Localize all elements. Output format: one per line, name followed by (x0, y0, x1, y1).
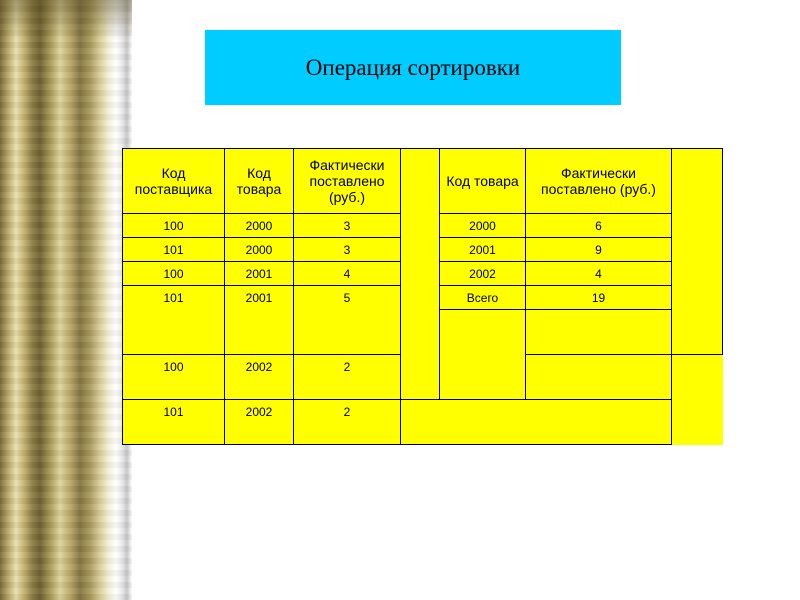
header-product-code: Код товара (225, 149, 294, 214)
decorative-curtain-border (0, 0, 132, 600)
cell-summary-total-label: Всего (440, 286, 526, 310)
cell-summary-product-code: 2000 (440, 214, 526, 238)
header-supplier-code: Код поставщика (123, 149, 225, 214)
cell-product-code: 2002 (225, 355, 294, 400)
cell-supplier-code: 101 (123, 286, 225, 355)
cell-summary-total-value: 19 (526, 286, 672, 310)
header-summary-product-code: Код товара (440, 149, 526, 214)
cell-summary-product-code: 2001 (440, 238, 526, 262)
cell-summary-delivered: 9 (526, 238, 672, 262)
cell-summary-product-code: 2002 (440, 262, 526, 286)
cell-product-code: 2001 (225, 262, 294, 286)
sorting-table (122, 148, 723, 445)
title-banner (205, 30, 621, 105)
cell-delivered: 5 (294, 286, 401, 355)
cell-summary-bottom-empty (401, 400, 672, 445)
cell-product-code: 2002 (225, 400, 294, 445)
cell-summary-delivered: 4 (526, 262, 672, 286)
table-header-row (123, 149, 723, 214)
table-empty-column (672, 149, 723, 355)
cell-product-code: 2000 (225, 238, 294, 262)
cell-delivered: 3 (294, 238, 401, 262)
header-summary-delivered: Фактически поставлено (руб.) (526, 149, 672, 214)
table-row (123, 400, 723, 445)
cell-summary-empty (440, 310, 526, 400)
cell-product-code: 2000 (225, 214, 294, 238)
cell-supplier-code: 100 (123, 214, 225, 238)
cell-delivered: 2 (294, 355, 401, 400)
cell-delivered: 4 (294, 262, 401, 286)
cell-supplier-code: 101 (123, 400, 225, 445)
cell-product-code: 2001 (225, 286, 294, 355)
cell-summary-empty (526, 310, 672, 355)
table-gap-column (401, 149, 440, 400)
cell-summary-delivered: 6 (526, 214, 672, 238)
cell-supplier-code: 100 (123, 262, 225, 286)
cell-delivered: 3 (294, 214, 401, 238)
page-title: Операция сортировки (305, 54, 521, 80)
cell-delivered: 2 (294, 400, 401, 445)
header-delivered-amount: Фактически поставлено (руб.) (294, 149, 401, 214)
cell-supplier-code: 100 (123, 355, 225, 400)
cell-summary-empty (526, 355, 672, 400)
cell-supplier-code: 101 (123, 238, 225, 262)
